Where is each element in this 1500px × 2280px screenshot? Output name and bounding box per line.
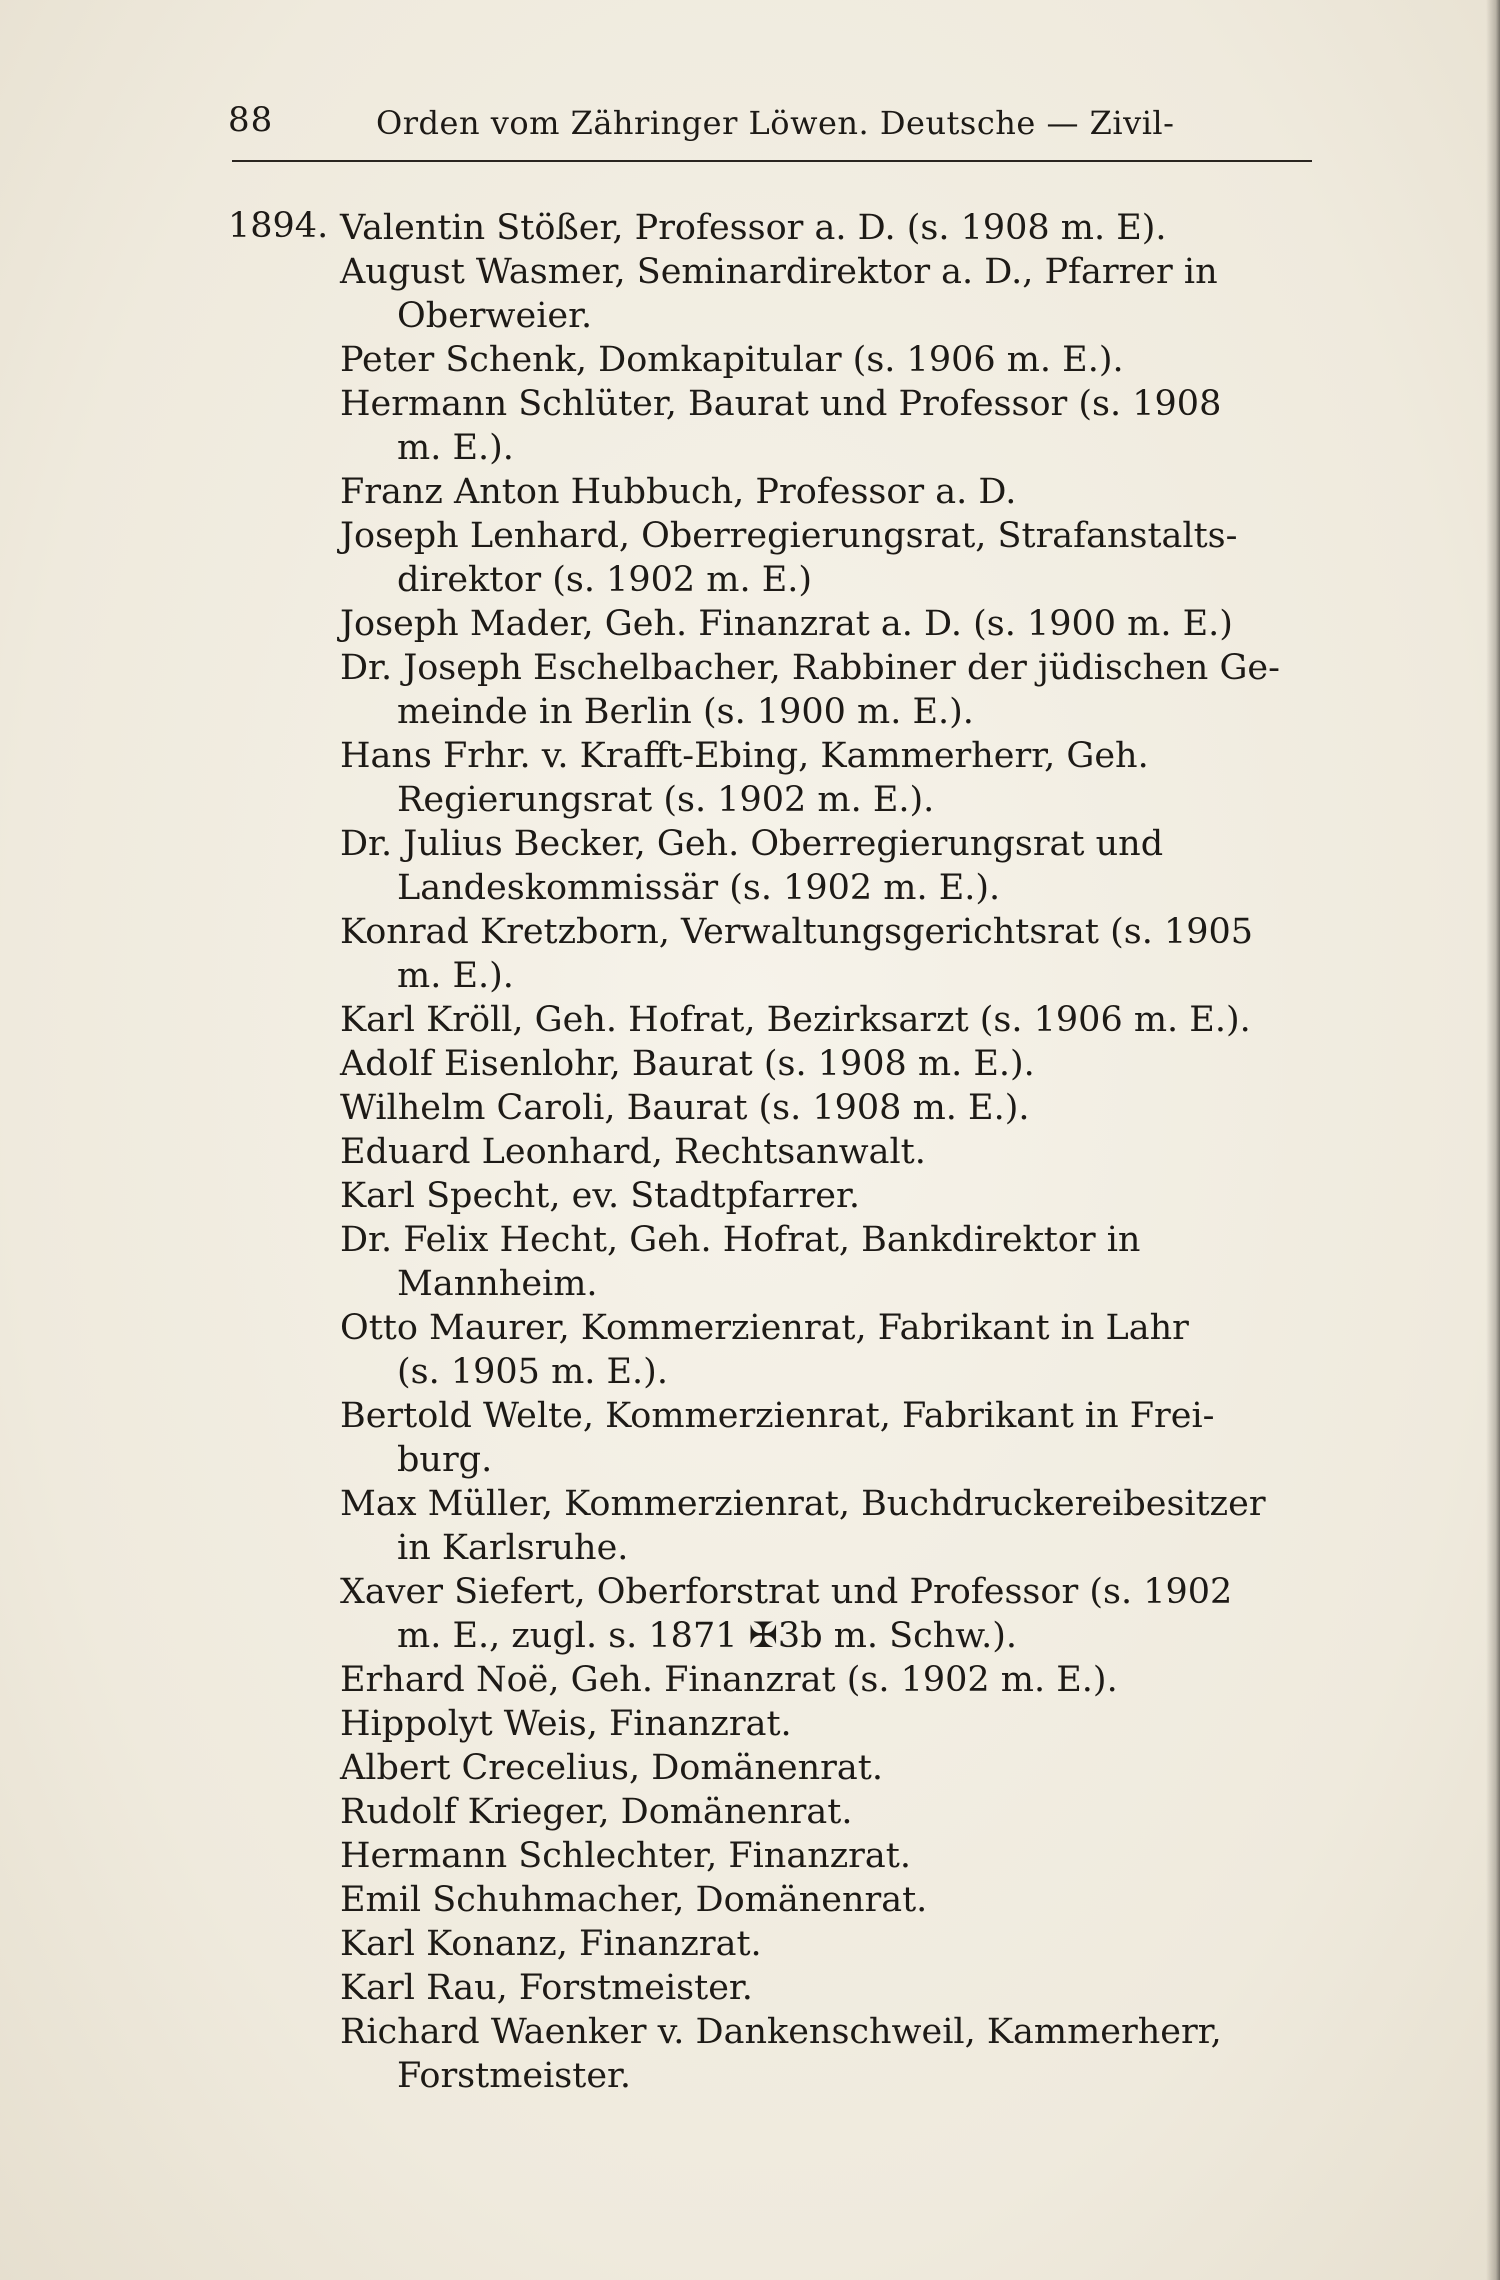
entry-first-line: Karl Rau, Forstmeister. xyxy=(340,1968,753,2008)
list-item xyxy=(228,998,1320,1042)
entry-first-line: Dr. Joseph Eschelbacher, Rabbiner der jüdischen Ge- xyxy=(340,648,1280,688)
list-item xyxy=(228,1042,1320,1086)
entry-first-line: Karl Kröll, Geh. Hofrat, Bezirksarzt (s. 1906 m. E.). xyxy=(340,1000,1251,1040)
list-item xyxy=(228,250,1320,338)
list-item xyxy=(228,1218,1320,1306)
list-item xyxy=(228,1482,1320,1570)
entry-first-line: Joseph Lenhard, Oberregierungsrat, Strafanstalts- xyxy=(340,516,1238,556)
entry-first-line: Adolf Eisenlohr, Baurat (s. 1908 m. E.). xyxy=(340,1044,1035,1084)
entry-first-line: Bertold Welte, Kommerzienrat, Fabrikant in Frei- xyxy=(340,1396,1215,1436)
entry-first-line: Peter Schenk, Domkapitular (s. 1906 m. E.). xyxy=(340,340,1124,380)
page-number: 88 xyxy=(228,100,274,140)
entry-continuation-line: burg. xyxy=(397,1440,493,1480)
entry-first-line: Richard Waenker v. Dankenschweil, Kammerherr, xyxy=(340,2012,1222,2052)
entry-list xyxy=(228,206,1320,2098)
entry-continuation-line: in Karlsruhe. xyxy=(397,1528,629,1568)
entry-first-line: Eduard Leonhard, Rechtsanwalt. xyxy=(340,1132,926,1172)
entry-continuation-line: Regierungsrat (s. 1902 m. E.). xyxy=(397,780,935,820)
entry-continuation-line: Oberweier. xyxy=(397,296,593,336)
list-item xyxy=(228,1834,1320,1878)
entry-first-line: Hermann Schlechter, Finanzrat. xyxy=(340,1836,911,1876)
list-item xyxy=(228,1306,1320,1394)
entry-first-line: Konrad Kretzborn, Verwaltungsgerichtsrat (s. 1905 xyxy=(340,912,1254,952)
entry-first-line: Hippolyt Weis, Finanzrat. xyxy=(340,1704,792,1744)
entry-first-line: Emil Schuhmacher, Domänenrat. xyxy=(340,1880,928,1920)
list-item xyxy=(228,1878,1320,1922)
list-item xyxy=(228,1746,1320,1790)
list-item xyxy=(228,1394,1320,1482)
list-item xyxy=(228,338,1320,382)
list-item xyxy=(228,910,1320,998)
page-edge-shadow xyxy=(1486,0,1500,2280)
entry-first-line: Karl Specht, ev. Stadtpfarrer. xyxy=(340,1176,860,1216)
list-item xyxy=(228,822,1320,910)
entry-continuation-line: m. E., zugl. s. 1871 ✠3b m. Schw.). xyxy=(397,1616,1018,1656)
entry-first-line: Wilhelm Caroli, Baurat (s. 1908 m. E.). xyxy=(340,1088,1030,1128)
entry-continuation-line: Landeskommissär (s. 1902 m. E.). xyxy=(397,868,1001,908)
entry-first-line: Xaver Siefert, Oberforstrat und Professor (s. 1902 xyxy=(340,1572,1233,1612)
entry-first-line: Otto Maurer, Kommerzienrat, Fabrikant in Lahr xyxy=(340,1308,1189,1348)
entry-continuation-line: (s. 1905 m. E.). xyxy=(397,1352,668,1392)
entry-first-line: Rudolf Krieger, Domänenrat. xyxy=(340,1792,853,1832)
list-item xyxy=(228,2010,1320,2098)
list-item xyxy=(228,1570,1320,1658)
entry-first-line: Erhard Noë, Geh. Finanzrat (s. 1902 m. E.). xyxy=(340,1660,1118,1700)
list-item xyxy=(228,1702,1320,1746)
entry-first-line: Valentin Stößer, Professor a. D. (s. 1908 m. E). xyxy=(340,208,1167,248)
list-item xyxy=(228,1086,1320,1130)
entry-first-line: Joseph Mader, Geh. Finanzrat a. D. (s. 1900 m. E.) xyxy=(340,604,1233,644)
list-item xyxy=(228,514,1320,602)
entry-continuation-line: Forstmeister. xyxy=(397,2056,632,2096)
entry-first-line: Karl Konanz, Finanzrat. xyxy=(340,1924,762,1964)
entry-first-line: Max Müller, Kommerzienrat, Buchdruckereibesitzer xyxy=(340,1484,1266,1524)
entry-continuation-line: m. E.). xyxy=(397,956,514,996)
list-item xyxy=(228,1790,1320,1834)
entry-first-line: Albert Crecelius, Domänenrat. xyxy=(340,1748,883,1788)
list-item xyxy=(228,646,1320,734)
entry-first-line: Hermann Schlüter, Baurat und Professor (s. 1908 xyxy=(340,384,1222,424)
entry-continuation-line: m. E.). xyxy=(397,428,514,468)
list-item xyxy=(228,206,1320,250)
list-item xyxy=(228,1130,1320,1174)
year-label: 1894. xyxy=(228,206,329,246)
list-item xyxy=(228,382,1320,470)
list-item xyxy=(228,602,1320,646)
entry-first-line: Dr. Julius Becker, Geh. Oberregierungsrat und xyxy=(340,824,1164,864)
entry-first-line: Franz Anton Hubbuch, Professor a. D. xyxy=(340,472,1017,512)
entry-continuation-line: Mannheim. xyxy=(397,1264,598,1304)
entry-continuation-line: direktor (s. 1902 m. E.) xyxy=(397,560,813,600)
list-item xyxy=(228,1966,1320,2010)
running-title: Orden vom Zähringer Löwen. Deutsche — Zivil- xyxy=(376,104,1175,142)
entry-first-line: Hans Frhr. v. Krafft-Ebing, Kammerherr, Geh. xyxy=(340,736,1149,776)
list-item xyxy=(228,1922,1320,1966)
header-rule xyxy=(232,160,1312,162)
list-item xyxy=(228,1658,1320,1702)
entry-first-line: August Wasmer, Seminardirektor a. D., Pfarrer in xyxy=(340,252,1218,292)
entry-first-line: Dr. Felix Hecht, Geh. Hofrat, Bankdirektor in xyxy=(340,1220,1141,1260)
list-item xyxy=(228,1174,1320,1218)
entry-continuation-line: meinde in Berlin (s. 1900 m. E.). xyxy=(397,692,974,732)
list-item xyxy=(228,470,1320,514)
list-item xyxy=(228,734,1320,822)
page-header xyxy=(228,100,1308,144)
